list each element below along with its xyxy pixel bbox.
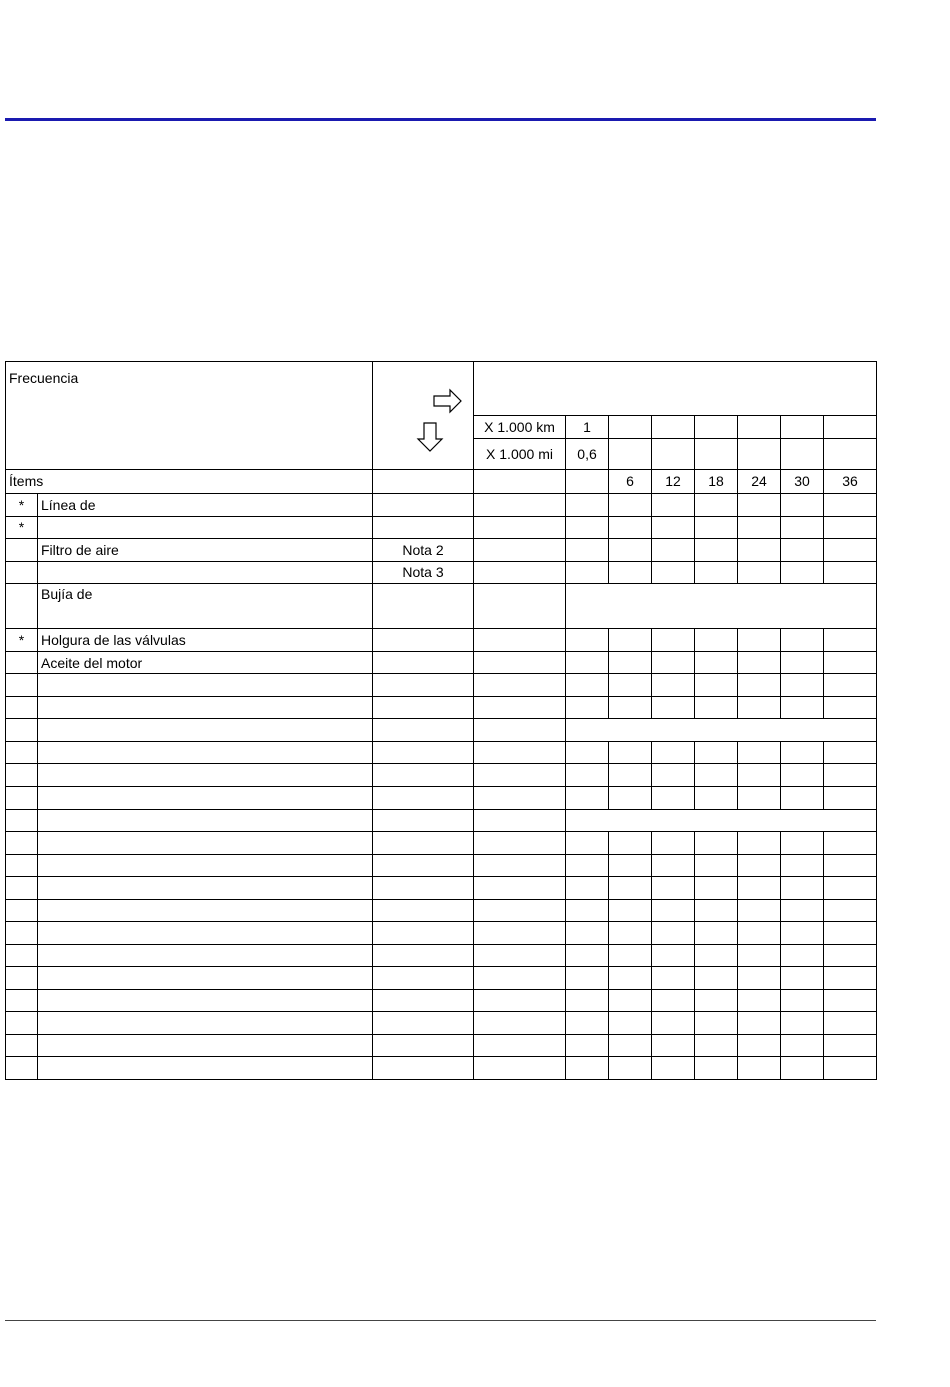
mi-cell [824,438,877,469]
row-item: Aceite del motor [38,651,373,674]
maintenance-schedule-table [5,361,877,1080]
row-note: Nota 3 [373,561,474,584]
interval-value: 36 [824,469,877,494]
km-cell [695,416,738,439]
direction-indicator [373,362,474,470]
interval-value: 30 [781,469,824,494]
first-header-cell [474,469,566,494]
km-cell [781,416,824,439]
row-note [373,516,474,539]
row-mark [6,651,38,674]
table-row [6,516,877,539]
table-row [6,989,877,1012]
mi-cell [695,438,738,469]
row-item: Filtro de aire [38,539,373,562]
km-cell [824,416,877,439]
table-row [6,741,877,764]
km-cell [609,416,652,439]
row-mark: * [6,629,38,652]
table-row [6,832,877,855]
row-mark: * [6,516,38,539]
table-row [6,561,877,584]
mi-cell [609,438,652,469]
mi-label: X 1.000 mi [474,438,566,469]
mi-cell [781,438,824,469]
table-row [6,809,877,832]
row-note [373,629,474,652]
merged-interval-cell [566,584,877,629]
row-note [373,651,474,674]
arrow-down-icon [416,422,444,452]
merged-interval-cell [566,809,877,832]
table-row [6,877,877,900]
table-row [6,899,877,922]
interval-value: 6 [609,469,652,494]
row-item [38,561,373,584]
table-row [6,1012,877,1035]
row-item: Holgura de las válvulas [38,629,373,652]
interval-header [474,362,877,416]
table-row [6,764,877,787]
table-row [6,922,877,945]
table-row [6,494,877,517]
table-row [6,1034,877,1057]
note-header-cell [373,469,474,494]
table-row [6,944,877,967]
merged-interval-cell [566,719,877,742]
km-cell [738,416,781,439]
interval-value: 18 [695,469,738,494]
table-row [6,674,877,697]
row-note [373,494,474,517]
km-cell [652,416,695,439]
row-mark [6,561,38,584]
arrow-right-icon [433,388,463,414]
mi-cell [738,438,781,469]
mi-first-value: 0,6 [566,438,609,469]
mi-cell [652,438,695,469]
frequency-header: Frecuencia [6,362,373,470]
row-mark [6,539,38,562]
table-row [6,1057,877,1080]
table-row [6,696,877,719]
footer-rule [5,1320,876,1321]
table-row [6,719,877,742]
table-row [6,651,877,674]
interval-value: 24 [738,469,781,494]
items-header: Ítems [6,469,373,494]
first-service-cell [566,469,609,494]
header-rule [5,118,876,121]
table-row [6,584,877,629]
row-item [38,516,373,539]
row-note: Nota 2 [373,539,474,562]
km-label: X 1.000 km [474,416,566,439]
row-mark [6,584,38,629]
table-row [6,629,877,652]
row-item: Bujía de [38,584,373,629]
table-row [6,967,877,990]
row-item: Línea de [38,494,373,517]
table-row [6,854,877,877]
interval-value: 12 [652,469,695,494]
table-row [6,539,877,562]
row-note [373,584,474,629]
row-mark: * [6,494,38,517]
km-first-value: 1 [566,416,609,439]
table-row [6,787,877,810]
